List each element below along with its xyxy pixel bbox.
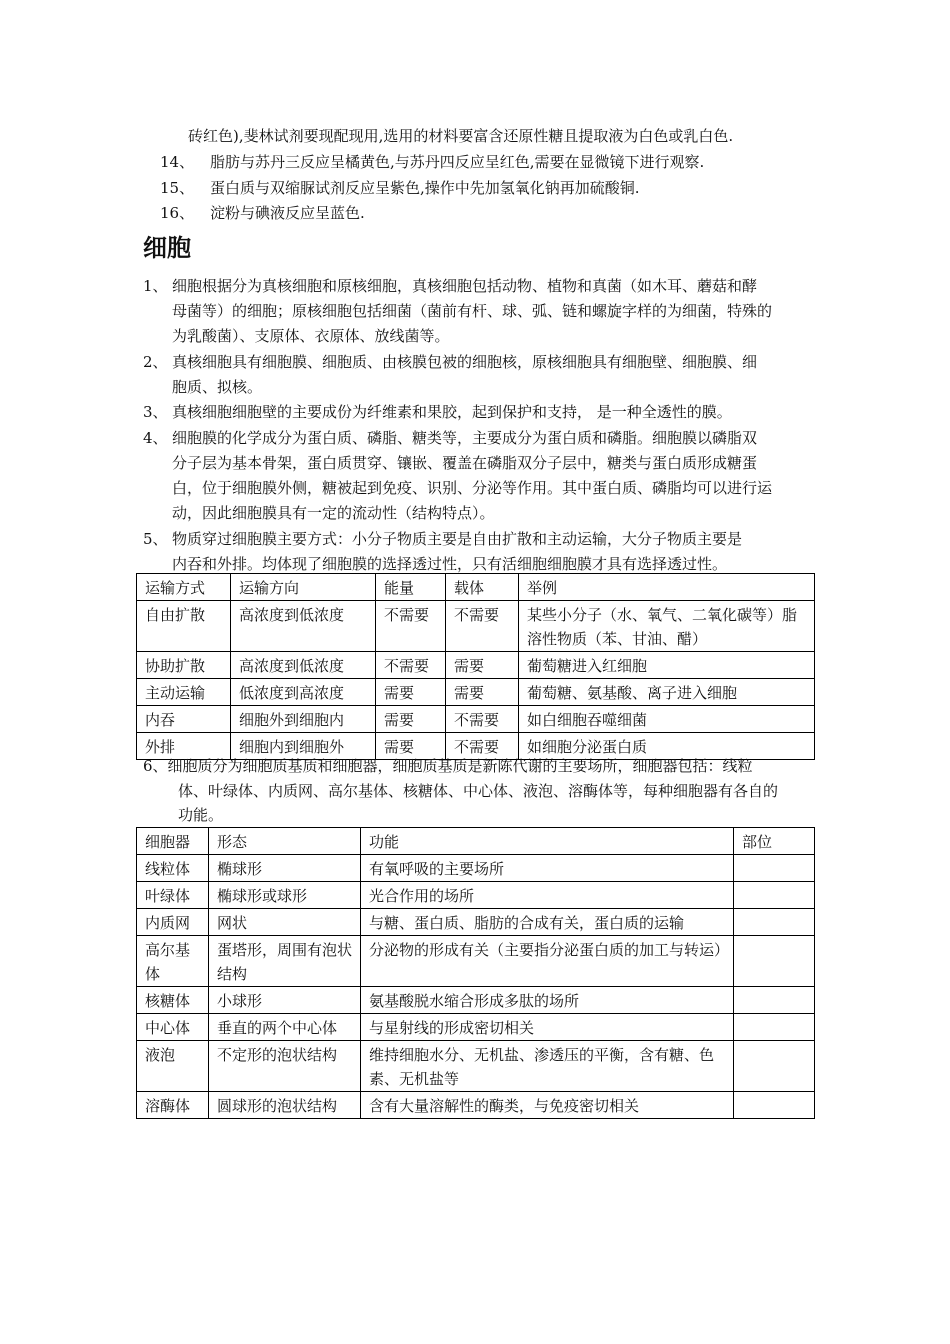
point-line: 胞质、拟核。	[172, 378, 263, 396]
table-cell	[734, 855, 815, 882]
table-cell: 小球形	[209, 987, 361, 1014]
table-header-cell: 能量	[376, 574, 446, 601]
table-row	[137, 1014, 815, 1041]
table-cell: 氨基酸脱水缩合形成多肽的场所	[361, 987, 734, 1014]
list-item-number: 14、	[160, 153, 195, 171]
point-line: 6、细胞质分为细胞质基质和细胞器，细胞质基质是新陈代谢的主要场所，细胞器包括：线粒	[143, 757, 753, 775]
table-cell: 细胞内到细胞外	[231, 733, 376, 760]
table-cell: 中心体	[137, 1014, 209, 1041]
point-line: 母菌等）的细胞；原核细胞包括细菌（菌前有杆、球、弧、链和螺旋字样的为细菌，特殊的	[172, 302, 773, 320]
table-cell: 如细胞分泌蛋白质	[519, 733, 815, 760]
table-cell: 主动运输	[137, 679, 231, 706]
table-cell	[734, 936, 815, 987]
point-line: 体、叶绿体、内质网、高尔基体、核糖体、中心体、液泡、溶酶体等，每种细胞器有各自的	[178, 782, 779, 800]
table-cell	[734, 909, 815, 936]
table-cell: 需要	[376, 706, 446, 733]
table-row	[137, 882, 815, 909]
table-header-row	[137, 574, 815, 601]
list-item-text: 淀粉与碘液反应呈蓝色.	[210, 204, 365, 222]
point-line: 内吞和外排。均体现了细胞膜的选择透过性，只有活细胞细胞膜才具有选择透过性。	[172, 555, 728, 573]
table-cell	[734, 882, 815, 909]
transport-table	[136, 573, 815, 760]
table-header-cell: 运输方式	[137, 574, 231, 601]
table-cell: 有氧呼吸的主要场所	[361, 855, 734, 882]
point-line: 白，位于细胞膜外侧，糖被起到免疫、识别、分泌等作用。其中蛋白质、磷脂均可以进行运	[172, 479, 773, 497]
table-cell: 某些小分子（水、氧气、二氧化碳等）脂溶性物质（苯、甘油、醋）	[519, 601, 815, 652]
point-line: 分子层为基本骨架，蛋白质贯穿、镶嵌、覆盖在磷脂双分子层中，糖类与蛋白质形成糖蛋	[172, 454, 758, 472]
table-cell: 线粒体	[137, 855, 209, 882]
list-item-13-continuation: 砖红色),斐林试剂要现配现用,选用的材料要富含还原性糖且提取液为白色或乳白色.	[188, 127, 734, 145]
table-cell	[734, 1041, 815, 1092]
table-header-cell: 举例	[519, 574, 815, 601]
table-cell: 需要	[376, 733, 446, 760]
table-header-cell: 部位	[734, 828, 815, 855]
table-cell: 葡萄糖进入红细胞	[519, 652, 815, 679]
table-row	[137, 733, 815, 760]
point-number: 5、	[143, 530, 168, 548]
table-row	[137, 936, 815, 987]
table-cell: 内质网	[137, 909, 209, 936]
list-item-text: 脂肪与苏丹三反应呈橘黄色,与苏丹四反应呈红色,需要在显微镜下进行观察.	[210, 153, 705, 171]
point-line: 为乳酸菌）、支原体、衣原体、放线菌等。	[172, 327, 450, 345]
point-line: 真核细胞细胞壁的主要成份为纤维素和果胶，起到保护和支持， 是一种全透性的膜。	[172, 403, 732, 421]
section-heading: 细胞	[143, 234, 191, 262]
table-header-row	[137, 828, 815, 855]
table-cell: 高尔基体	[137, 936, 209, 987]
point-line: 物质穿过细胞膜主要方式：小分子物质主要是自由扩散和主动运输，大分子物质主要是	[172, 530, 743, 548]
table-cell: 需要	[446, 679, 519, 706]
table-cell: 椭球形或球形	[209, 882, 361, 909]
point-number: 1、	[143, 277, 168, 295]
table-header-cell: 载体	[446, 574, 519, 601]
table-cell: 不需要	[446, 601, 519, 652]
table-row	[137, 706, 815, 733]
table-cell: 不需要	[446, 733, 519, 760]
list-item-number: 16、	[160, 204, 195, 222]
table-cell: 协助扩散	[137, 652, 231, 679]
list-item-text: 蛋白质与双缩脲试剂反应呈紫色,操作中先加氢氧化钠再加硫酸铜.	[210, 179, 640, 197]
table-cell: 需要	[446, 652, 519, 679]
list-item-number: 15、	[160, 179, 195, 197]
table-row	[137, 601, 815, 652]
table-cell: 光合作用的场所	[361, 882, 734, 909]
table-cell: 维持细胞水分、无机盐、渗透压的平衡，含有糖、色素、无机盐等	[361, 1041, 734, 1092]
table-cell: 与糖、蛋白质、脂肪的合成有关，蛋白质的运输	[361, 909, 734, 936]
point-number: 2、	[143, 353, 168, 371]
table-cell: 溶酶体	[137, 1092, 209, 1119]
table-cell: 不定形的泡状结构	[209, 1041, 361, 1092]
point-line: 功能。	[178, 806, 224, 824]
table-cell: 如白细胞吞噬细菌	[519, 706, 815, 733]
table-header-cell: 运输方向	[231, 574, 376, 601]
point-line: 细胞膜的化学成分为蛋白质、磷脂、糖类等，主要成分为蛋白质和磷脂。细胞膜以磷脂双	[172, 429, 758, 447]
table-cell: 细胞外到细胞内	[231, 706, 376, 733]
table-cell: 垂直的两个中心体	[209, 1014, 361, 1041]
table-cell	[734, 987, 815, 1014]
table-cell: 椭球形	[209, 855, 361, 882]
table-row	[137, 855, 815, 882]
table-cell: 高浓度到低浓度	[231, 652, 376, 679]
table-header-cell: 形态	[209, 828, 361, 855]
point-line: 动，因此细胞膜具有一定的流动性（结构特点）。	[172, 504, 495, 522]
table-cell	[734, 1092, 815, 1119]
table-cell: 不需要	[376, 601, 446, 652]
table-cell: 叶绿体	[137, 882, 209, 909]
table-cell: 分泌物的形成有关（主要指分泌蛋白质的加工与转运）	[361, 936, 734, 987]
table-cell: 含有大量溶解性的酶类，与免疫密切相关	[361, 1092, 734, 1119]
table-row	[137, 679, 815, 706]
table-cell: 蛋塔形，周围有泡状结构	[209, 936, 361, 987]
table-cell: 葡萄糖、氨基酸、离子进入细胞	[519, 679, 815, 706]
table-cell: 圆球形的泡状结构	[209, 1092, 361, 1119]
table-row	[137, 1041, 815, 1092]
table-header-cell: 细胞器	[137, 828, 209, 855]
table-cell: 不需要	[376, 652, 446, 679]
point-number: 3、	[143, 403, 168, 421]
point-number: 4、	[143, 429, 168, 447]
table-cell: 与星射线的形成密切相关	[361, 1014, 734, 1041]
table-cell: 需要	[376, 679, 446, 706]
table-row	[137, 987, 815, 1014]
table-row	[137, 909, 815, 936]
table-cell	[734, 1014, 815, 1041]
table-row	[137, 652, 815, 679]
organelle-table	[136, 827, 815, 1119]
table-row	[137, 1092, 815, 1119]
table-cell: 外排	[137, 733, 231, 760]
table-cell: 网状	[209, 909, 361, 936]
table-cell: 内吞	[137, 706, 231, 733]
table-cell: 不需要	[446, 706, 519, 733]
table-cell: 低浓度到高浓度	[231, 679, 376, 706]
table-cell: 高浓度到低浓度	[231, 601, 376, 652]
table-cell: 核糖体	[137, 987, 209, 1014]
point-line: 细胞根据分为真核细胞和原核细胞，真核细胞包括动物、植物和真菌（如木耳、蘑菇和酵	[172, 277, 758, 295]
table-header-cell: 功能	[361, 828, 734, 855]
table-cell: 液泡	[137, 1041, 209, 1092]
table-cell: 自由扩散	[137, 601, 231, 652]
point-line: 真核细胞具有细胞膜、细胞质、由核膜包被的细胞核，原核细胞具有细胞壁、细胞膜、细	[172, 353, 758, 371]
